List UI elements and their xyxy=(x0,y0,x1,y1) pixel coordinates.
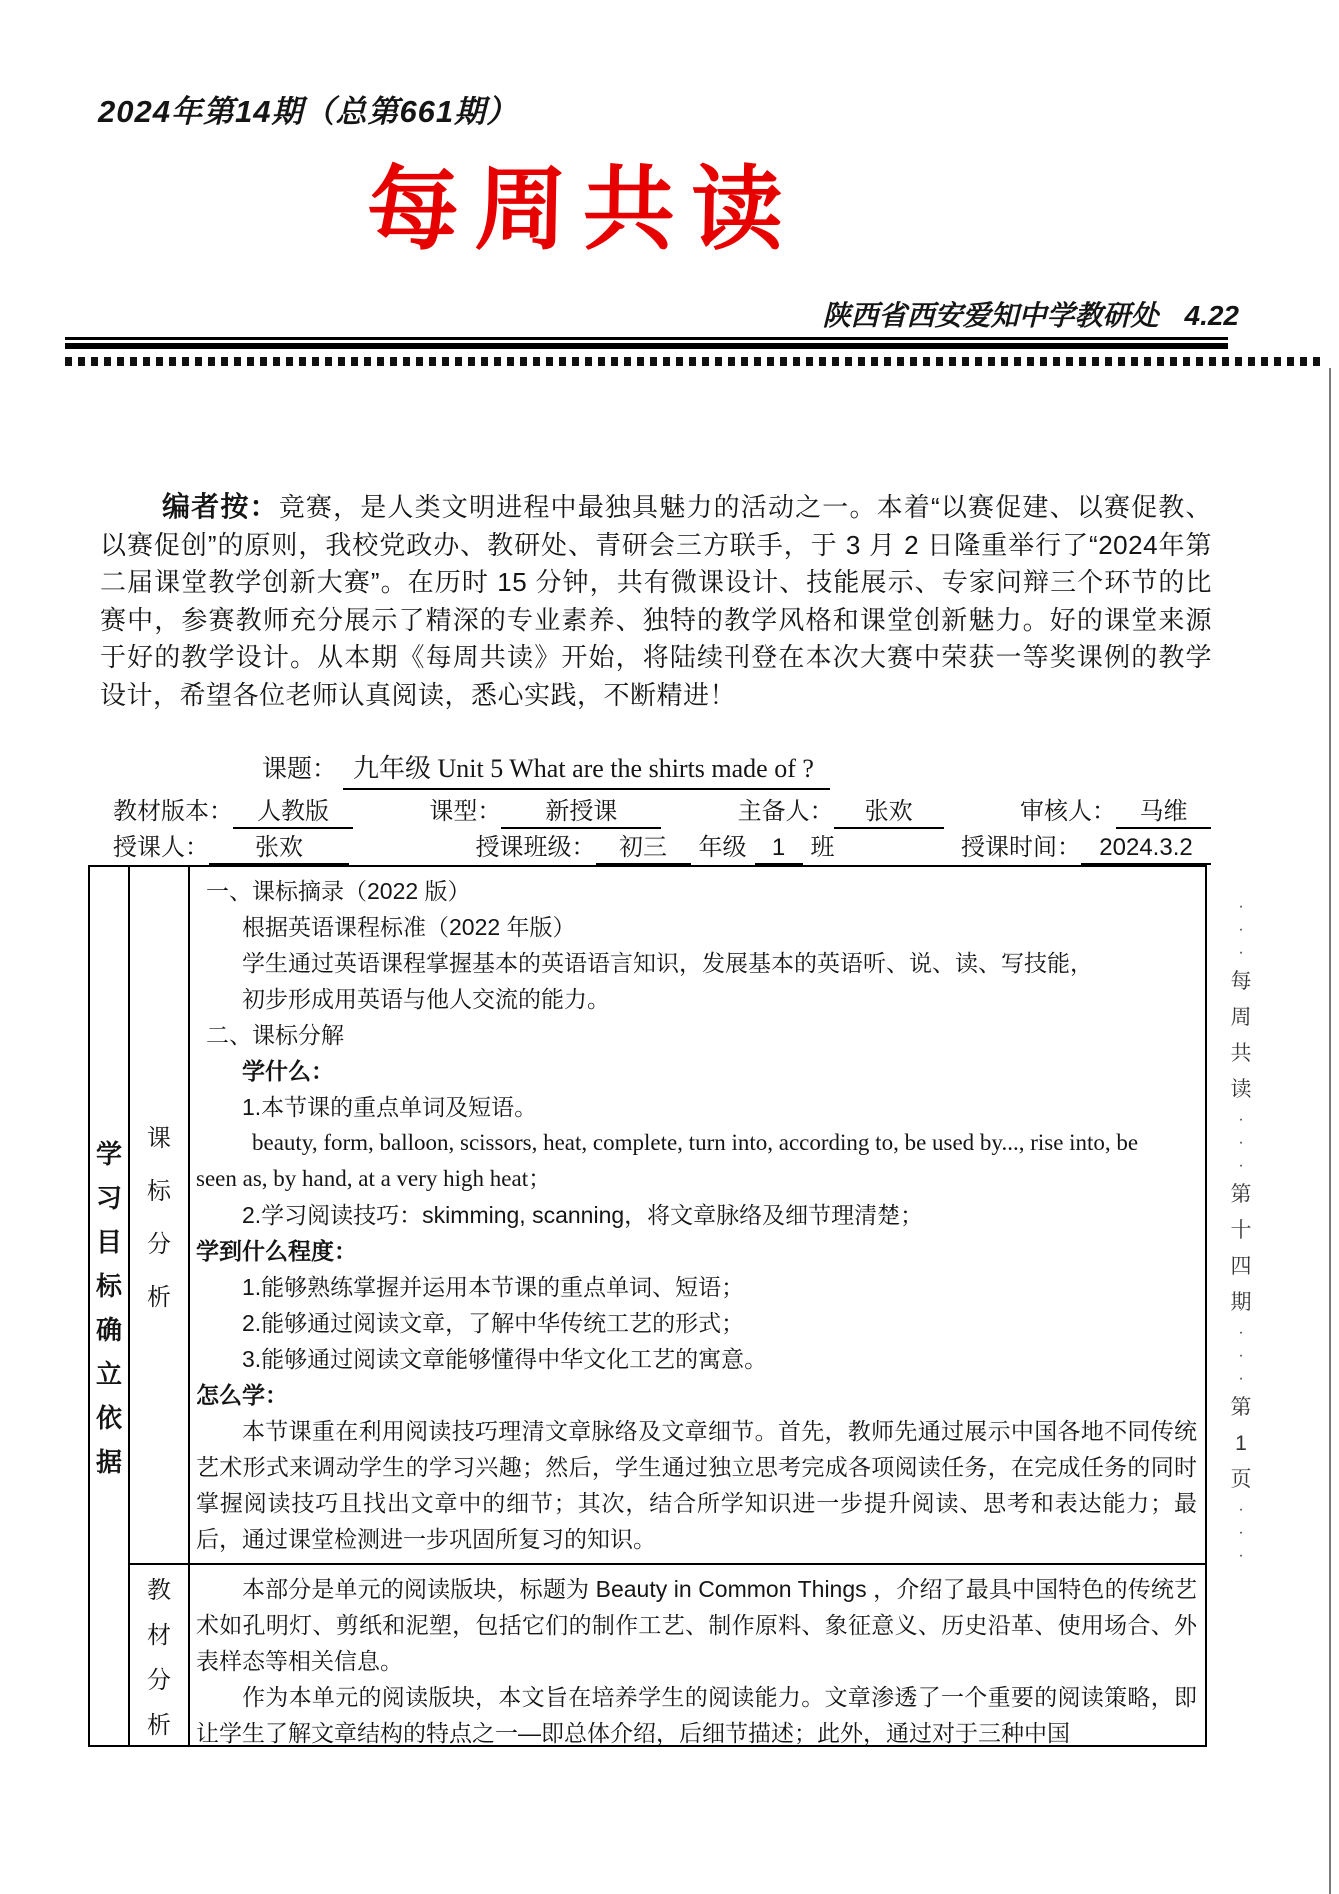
editor-note-body: 竞赛，是人类文明进程中最独具魅力的活动之一。本着“以赛促建、以赛促教、以赛促创”的原则，我校党政办、教研处、青研会三方联手，于 3 月 2 日隆重举行了“2024年第二届课堂教学创新大赛”。在历时 15 分钟，共有微课设计、技能展示、专家问辩三个环节的比赛中，参赛教师充分展示了精深的专业素养、独特的教学风格和课堂创新魅力。好的课堂来源于好的教学设计。从本期《每周共读》开始，将陆续刊登在本次大赛中荣获一等奖课例的教学设计，希望各位老师认真阅读，悉心实践，不断精进！ xyxy=(100,492,1212,710)
vertical-char: 析 xyxy=(147,1284,171,1311)
vertical-char: 析 xyxy=(147,1712,171,1739)
margin-marker-char: 1 xyxy=(1235,1432,1247,1455)
content-line: 初步形成用英语与他人交流的能力。 xyxy=(242,986,610,1012)
byline xyxy=(822,294,1239,334)
reviewer-label: 审核人： xyxy=(1019,798,1116,825)
course-meta-row-1 xyxy=(113,793,1211,829)
double-rule-top xyxy=(65,337,1228,340)
course-type-value: 新授课 xyxy=(501,791,661,829)
content-line: 学什么： xyxy=(242,1058,334,1084)
content-line: 本节课重在利用阅读技巧理清文章脉络及文章细节。首先，教师先通过展示中国各地不同传统艺术形式来调动学生的学习兴趣；然后，学生通过独立思考完成各项阅读任务，在完成任务的同时掌握阅读技巧且找出文章中的细节；其次，结合所学知识进一步提升阅读、思考和表达能力；最后，通过课堂检测进一步巩固所复习的知识。 xyxy=(196,1418,1197,1552)
page-edge-line xyxy=(1329,368,1331,1894)
material-analysis-content xyxy=(190,1565,1205,1745)
content-line: beauty, form, balloon, scissors, heat, complete, turn into, according to, be used by..., rise into, be xyxy=(252,1130,1139,1155)
course-meta xyxy=(113,793,1211,865)
vertical-char: 据 xyxy=(95,1446,122,1477)
curriculum-analysis-content xyxy=(190,867,1205,1565)
margin-marker-char: · xyxy=(1238,1324,1244,1341)
time-label: 授课时间： xyxy=(961,834,1081,861)
margin-marker-char: · xyxy=(1238,921,1244,938)
section-label-material-analysis xyxy=(130,1565,190,1745)
content-line: 作为本单元的阅读版块，本文旨在培养学生的阅读能力。文章渗透了一个重要的阅读策略，即让学生了解文章结构的特点之一—即总体介绍，后细节描述；此外，通过对于三种中国 xyxy=(196,1684,1197,1745)
vertical-char: 习 xyxy=(95,1182,122,1213)
content-line: 学到什么程度： xyxy=(196,1238,357,1264)
table-row-header-learning-goals-basis xyxy=(90,867,130,1745)
content-line: 怎么学： xyxy=(196,1382,288,1408)
course-type-field xyxy=(429,791,661,829)
margin-marker-char: · xyxy=(1238,898,1244,915)
time-value: 2024.3.2 xyxy=(1081,834,1211,865)
reviewer-field xyxy=(1020,791,1211,829)
content-line: 学生通过英语课程掌握基本的英语语言知识，发展基本的英语听、说、读、写技能， xyxy=(242,950,1093,976)
content-line: seen as, by hand, at a very high heat； xyxy=(196,1166,552,1191)
margin-marker-char: 期 xyxy=(1230,1291,1252,1314)
issue-number: 2024年第14期（总第661期） xyxy=(98,94,519,129)
margin-marker-char: 第 xyxy=(1230,1183,1252,1206)
lead-preparer-label: 主备人： xyxy=(737,798,834,825)
vertical-char: 标 xyxy=(95,1270,122,1301)
margin-marker-char: 周 xyxy=(1230,1006,1252,1029)
vertical-char: 目 xyxy=(95,1226,122,1257)
margin-marker-char: 共 xyxy=(1230,1042,1252,1065)
course-meta-row-2 xyxy=(113,829,1211,865)
lead-preparer-field xyxy=(738,791,944,829)
margin-marker-char: 第 xyxy=(1230,1396,1252,1419)
margin-marker-char: · xyxy=(1238,944,1244,961)
margin-marker-char: 四 xyxy=(1230,1255,1252,1278)
double-rule-bottom xyxy=(65,343,1228,349)
section-label-curriculum-analysis xyxy=(130,867,190,1565)
content-line: 2.学习阅读技巧：skimming, scanning，将文章脉络及细节理清楚； xyxy=(242,1202,924,1228)
dotted-rule xyxy=(65,357,1321,366)
vertical-char: 确 xyxy=(95,1314,122,1345)
margin-marker-char: 页 xyxy=(1230,1468,1252,1491)
margin-page-marker xyxy=(1224,900,1258,1562)
margin-marker-char: 读 xyxy=(1230,1078,1252,1101)
teacher-field xyxy=(113,827,349,865)
content-line: 本部分是单元的阅读版块，标题为 Beauty in Common Things ，介绍了最具中国特色的传统艺术如孔明灯、剪纸和泥塑，包括它们的制作工艺、制作原料、象征意义、历史沿革、使用场合、外表样态等相关信息。 xyxy=(196,1576,1197,1674)
margin-marker-char: · xyxy=(1238,1524,1244,1541)
learning-goals-table xyxy=(88,865,1207,1747)
course-title: 九年级 Unit 5 What are the shirts made of ? xyxy=(343,748,830,790)
margin-marker-char: · xyxy=(1238,1134,1244,1151)
margin-marker-char: 十 xyxy=(1230,1219,1252,1242)
margin-marker-char: · xyxy=(1238,1370,1244,1387)
course-title-line xyxy=(262,748,830,790)
class-number-value: 1 xyxy=(755,834,803,865)
vertical-char: 教 xyxy=(147,1577,171,1604)
content-line: 1.本节课的重点单词及短语。 xyxy=(242,1094,538,1120)
vertical-char: 分 xyxy=(147,1231,171,1258)
vertical-char: 依 xyxy=(95,1402,122,1433)
vertical-char: 立 xyxy=(95,1358,122,1389)
content-line: 3.能够通过阅读文章能够懂得中华文化工艺的寓意。 xyxy=(242,1346,768,1372)
editor-note xyxy=(100,488,1212,714)
vertical-char: 材 xyxy=(147,1622,171,1649)
time-field xyxy=(961,827,1211,865)
content-line: 根据英语课程标准（2022 年版） xyxy=(242,914,576,940)
textbook-field xyxy=(113,791,353,829)
byline-date: 4.22 xyxy=(1184,300,1239,331)
content-line: 1.能够熟练掌握并运用本节课的重点单词、短语； xyxy=(242,1274,745,1300)
masthead-title: 每周共读 xyxy=(366,155,800,263)
vertical-char: 课 xyxy=(147,1125,171,1152)
class-grade-suffix: 年级 xyxy=(698,834,747,861)
content-line: 二、课标分解 xyxy=(206,1022,344,1048)
content-line: 一、课标摘录（2022 版） xyxy=(206,878,471,904)
class-field xyxy=(476,827,835,865)
class-suffix: 班 xyxy=(810,834,835,861)
reviewer-value: 马维 xyxy=(1116,791,1211,829)
margin-marker-char: · xyxy=(1238,1501,1244,1518)
margin-marker-char: · xyxy=(1238,1157,1244,1174)
textbook-value: 人教版 xyxy=(233,791,353,829)
margin-marker-char: · xyxy=(1238,1111,1244,1128)
vertical-char: 分 xyxy=(147,1667,171,1694)
margin-marker-char: · xyxy=(1238,1347,1244,1364)
textbook-label: 教材版本： xyxy=(113,798,233,825)
margin-marker-char: · xyxy=(1238,1547,1244,1564)
class-label: 授课班级： xyxy=(475,834,596,861)
editor-note-label: 编者按： xyxy=(162,491,279,522)
content-line: 2.能够通过阅读文章，了解中华传统工艺的形式； xyxy=(242,1310,745,1336)
teacher-label: 授课人： xyxy=(113,834,209,861)
vertical-char: 标 xyxy=(147,1178,171,1205)
course-type-label: 课型： xyxy=(429,798,502,825)
vertical-char: 学 xyxy=(95,1138,122,1169)
byline-org: 陕西省西安爱知中学教研处 xyxy=(822,300,1159,331)
course-title-label: 课题： xyxy=(262,755,338,783)
margin-marker-char: 每 xyxy=(1230,970,1252,993)
lead-preparer-value: 张欢 xyxy=(834,791,944,829)
class-grade-value: 初三 xyxy=(596,827,691,865)
teacher-value: 张欢 xyxy=(209,827,349,865)
